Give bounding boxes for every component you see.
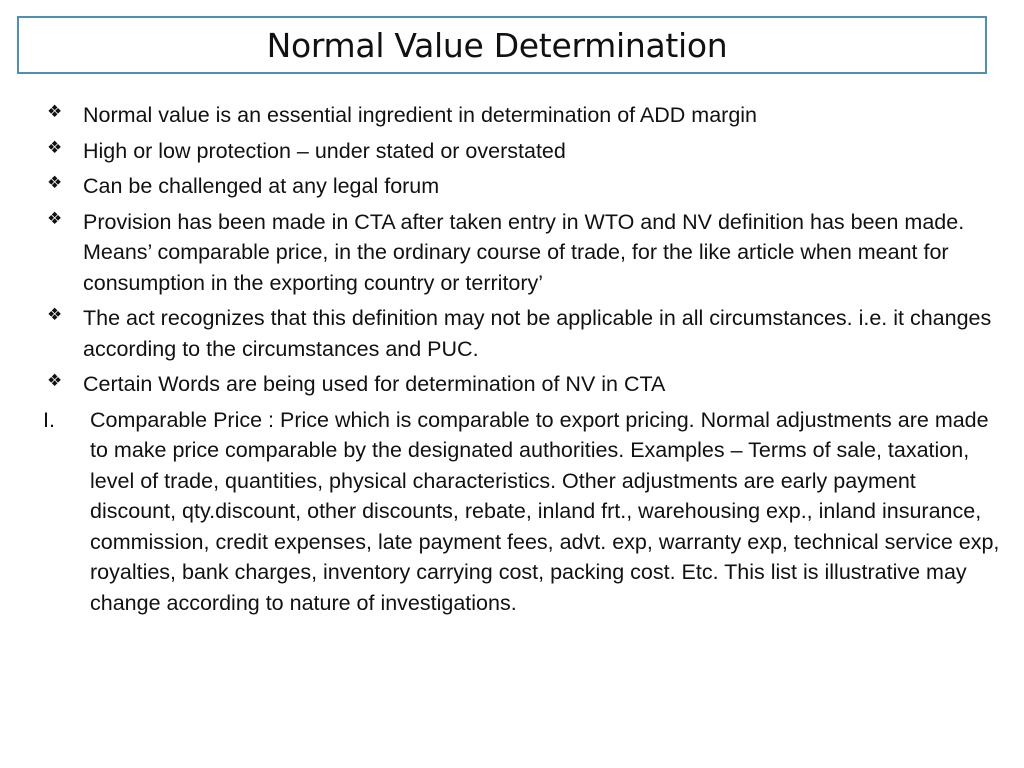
bullet-text: Normal value is an essential ingredient in determination of ADD margin [83,103,758,127]
bullet-item [43,171,1003,202]
diamond-bullet-icon: ❖ [47,371,63,391]
bullet-text: Can be challenged at any legal forum [83,174,440,198]
diamond-bullet-icon: ❖ [47,137,63,158]
bullet-text: Provision has been made in CTA after taken entry in WTO and NV definition has been made. Means’ comparable price, in the ordinary course of trade, for the like article when meant for consumption in the exporting country or territory’ [83,209,965,295]
item-number: I. [43,407,55,432]
diamond-bullet-icon: ❖ [47,102,63,122]
bullet-text: High or low protection – under stated or overstated [83,138,566,163]
bullet-item [43,369,1003,400]
bullet-text: Certain Words are being used for determination of NV in CTA [83,372,666,396]
numbered-item [43,405,1003,619]
bullet-text: The act recognizes that this definition may not be applicable in all circumstances. i.e. it changes according to the circumstances and PUC. [83,306,992,361]
bullet-item [43,207,1003,299]
bullet-item [43,100,1003,131]
title-box [17,16,987,74]
diamond-bullet-icon: ❖ [47,173,63,193]
diamond-bullet-icon: ❖ [47,305,63,325]
numbered-item-text: Comparable Price : Price which is comparable to export pricing. Normal adjustments are made to make price comparable by the designated authorities. Examples – Terms of sale, taxation, level of trade, quantities, physical characteristics. Other adjustments are early payment discount, qty.discount, other discounts, rebate, inland frt., warehousing exp., inland insurance, commission, credit expenses, late payment fees, advt. exp, warranty exp, technical service exp, royalties, bank charges, inventory carrying cost, packing cost. Etc. This list is illustrative may change according to nature of investigations. [90,407,1000,615]
diamond-bullet-icon: ❖ [47,208,63,229]
bullet-item [43,136,1003,167]
page-title: Normal Value Determination [266,25,728,65]
bullet-item [43,303,1003,364]
slide-content [43,100,1003,618]
